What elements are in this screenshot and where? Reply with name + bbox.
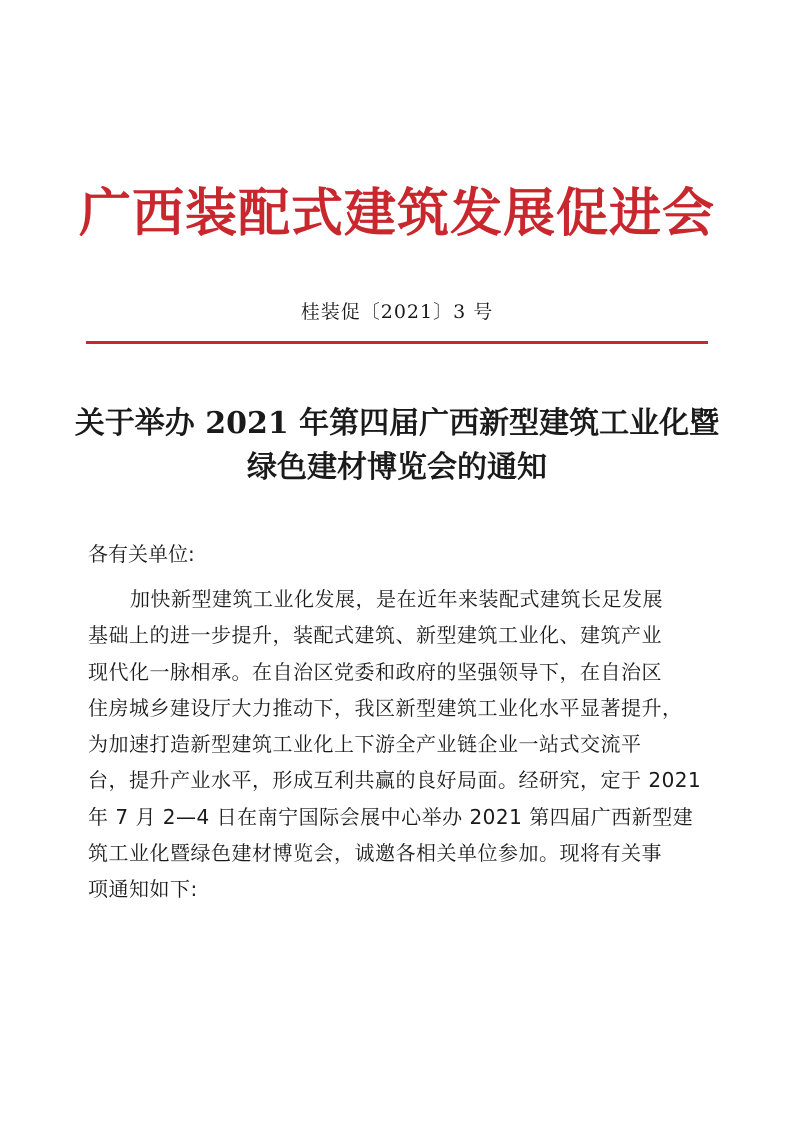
paragraph-line: 台，提升产业水平，形成互利共赢的良好局面。经研究，定于 2021 xyxy=(88,768,702,793)
paragraph-line: 现代化一脉相承。在自治区党委和政府的坚强领导下，在自治区 xyxy=(88,659,662,684)
paragraph-line: 年 7 月 2—4 日在南宁国际会展中心举办 2021 第四届广西新型建 xyxy=(88,804,694,829)
notice-title xyxy=(60,402,734,490)
organization-header: 广西装配式建筑发展促进会 xyxy=(78,183,715,244)
paragraph-line: 为加速打造新型建筑工业化上下游全产业链企业一站式交流平 xyxy=(88,732,642,757)
notice-title-line-2: 绿色建材博览会的通知 xyxy=(247,450,547,485)
salutation: 各有关单位: xyxy=(88,542,195,566)
paragraph-line: 项通知如下: xyxy=(88,877,198,902)
red-divider-line xyxy=(86,341,708,344)
paragraph-line: 加快新型建筑工业化发展，是在近年来装配式建筑长足发展 xyxy=(130,587,663,611)
notice-title-line-1: 关于举办 2021 年第四届广西新型建筑工业化暨 xyxy=(74,406,720,441)
document-number: 桂装促〔2021〕3 号 xyxy=(300,301,494,323)
paragraph-line: 筑工业化暨绿色建材博览会，诚邀各相关单位参加。现将有关事 xyxy=(88,841,662,866)
paragraph-line: 住房城乡建设厅大力推动下，我区新型建筑工业化水平显著提升， xyxy=(88,695,683,720)
body-paragraph xyxy=(88,581,712,908)
paragraph-line: 基础上的进一步提升，装配式建筑、新型建筑工业化、建筑产业 xyxy=(88,623,662,648)
